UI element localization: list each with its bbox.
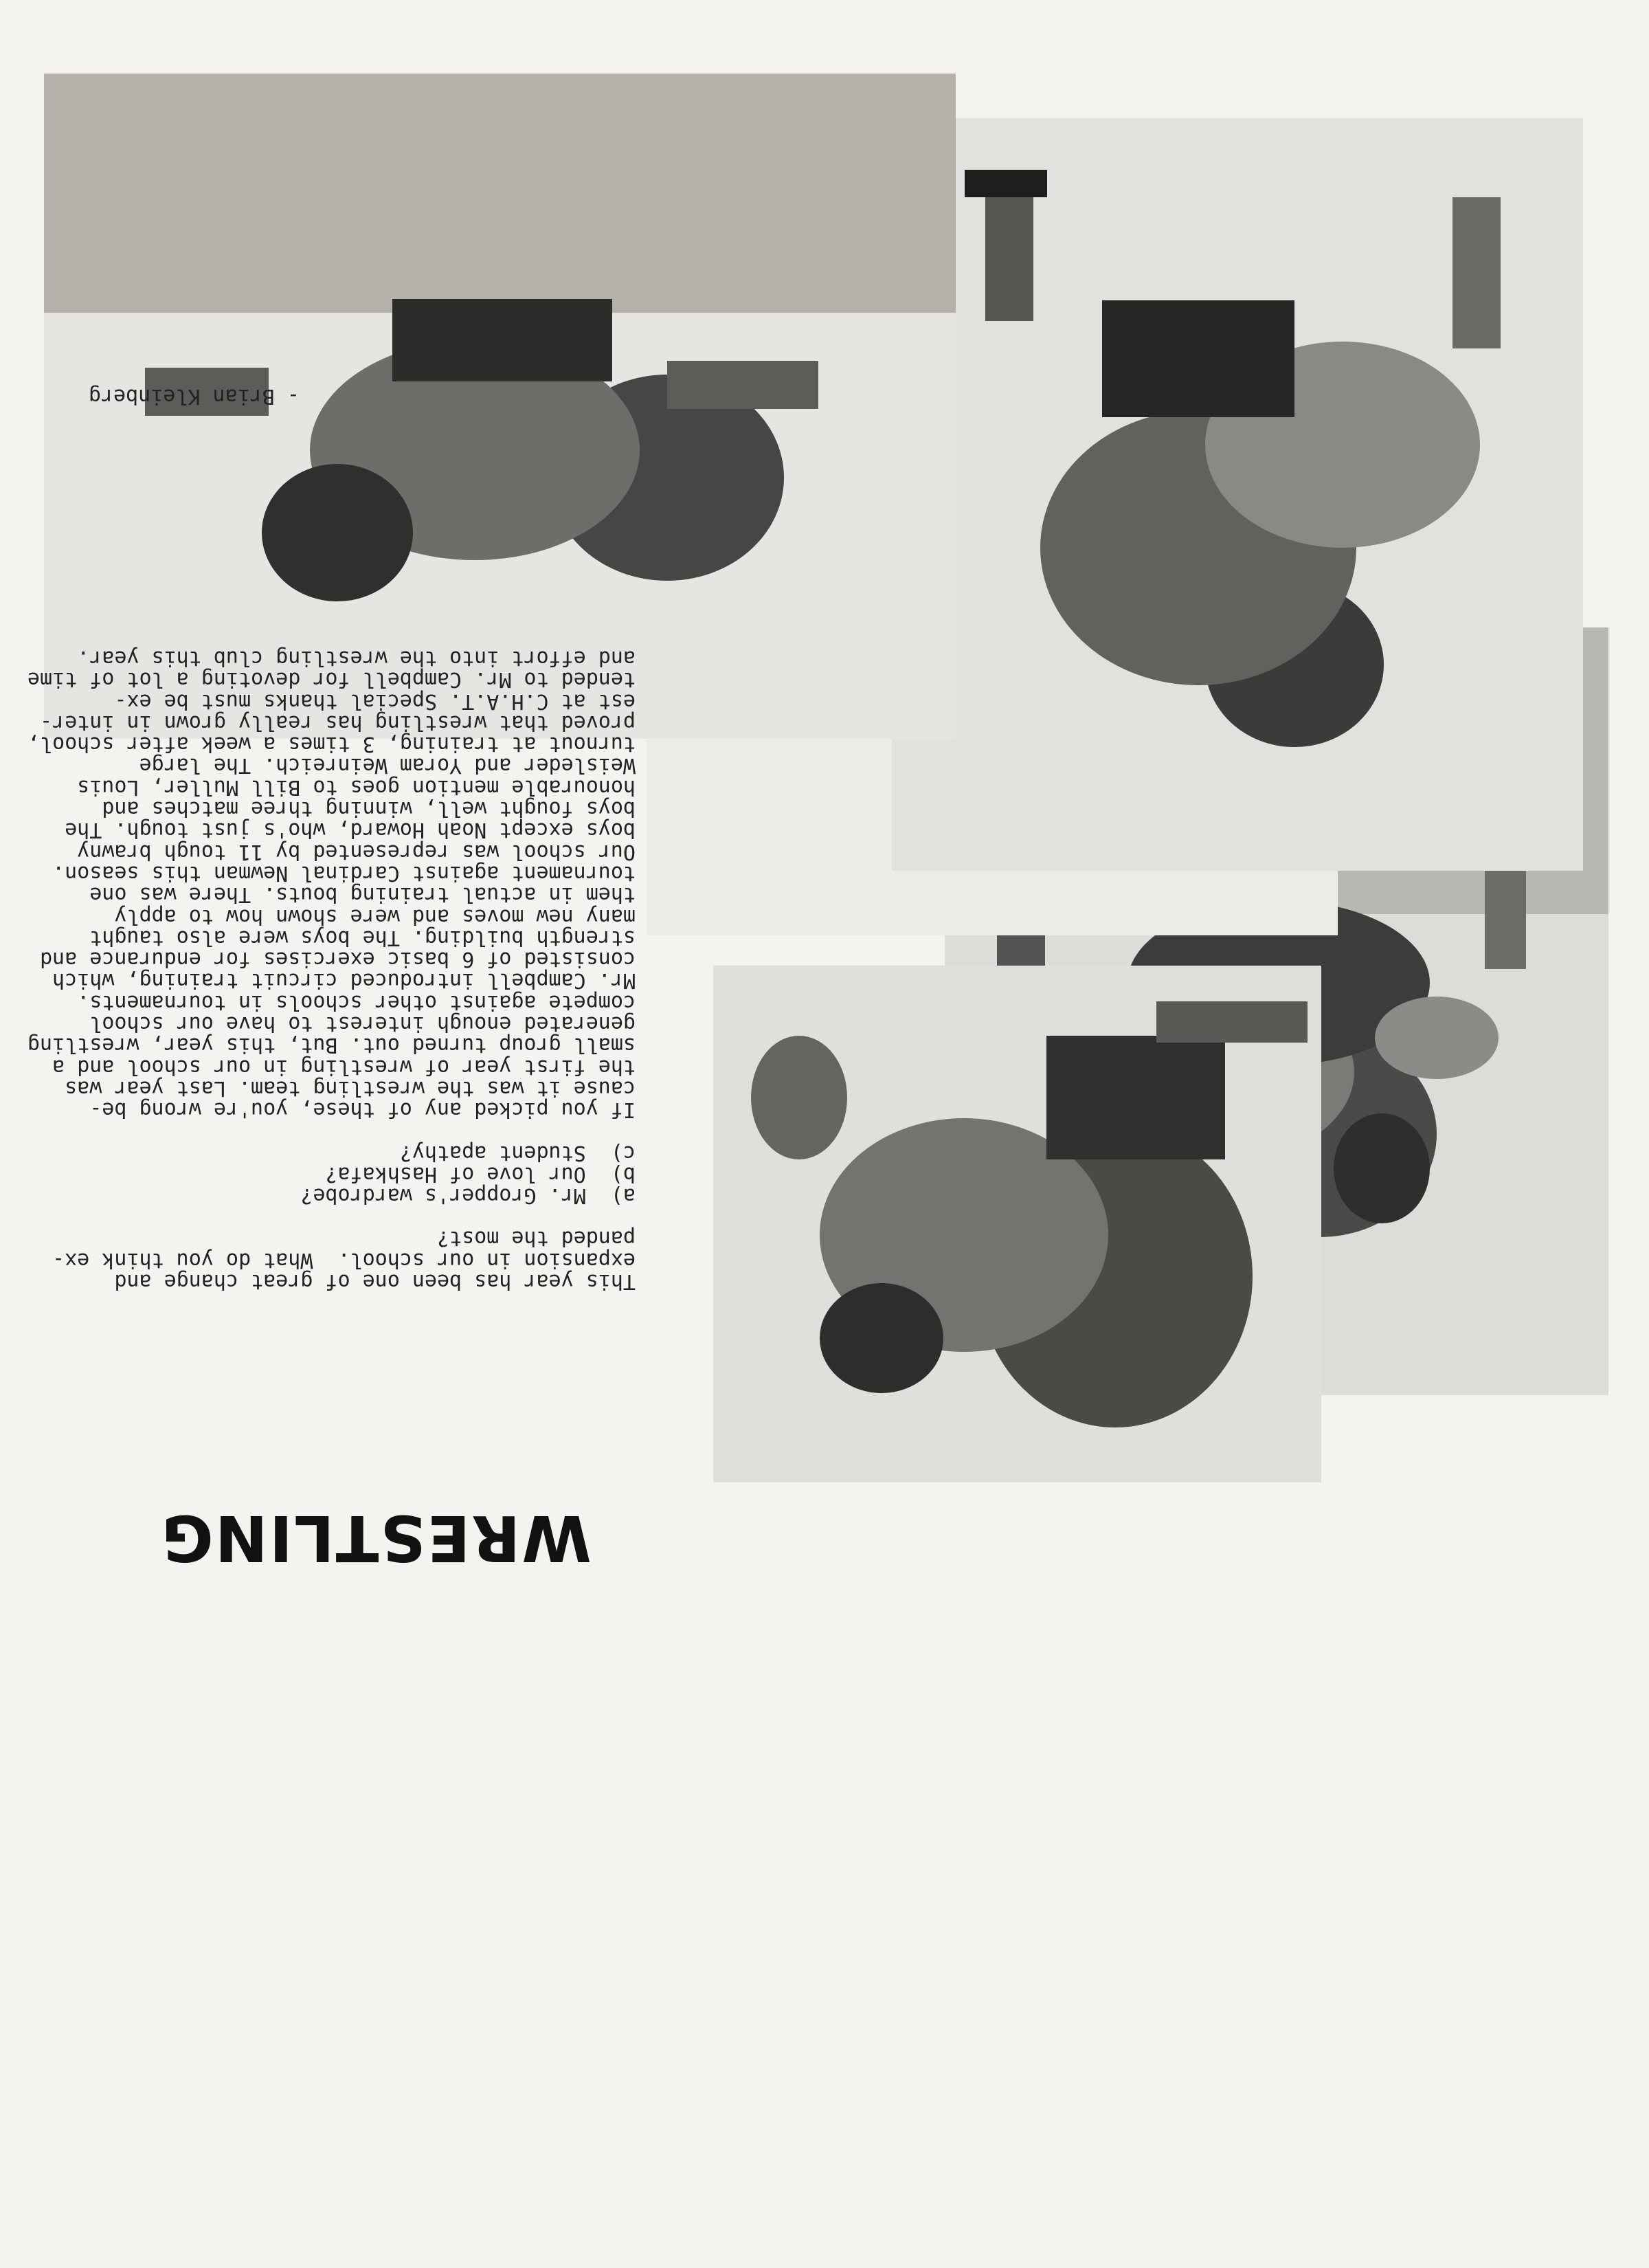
- article-line: compete against other schools in tournaments.: [77, 990, 636, 1014]
- article-line: boys except Noah Howard, who's just tough. The: [65, 818, 636, 843]
- article-line: cause it was the wrestling team. Last year was: [65, 1076, 636, 1100]
- article-line: honourable mention goes to Bill Muller, Louis: [77, 775, 636, 799]
- article-body: [10, 647, 636, 1121]
- article-line: strength building. The boys were also taught: [89, 925, 636, 950]
- article-line: proved that wrestling has really grown in inter-: [40, 710, 636, 735]
- article-line: and effort into the wrestling club this year.: [77, 645, 636, 670]
- article-line: Weisleder and Yoram Weinreich. The large: [139, 753, 636, 778]
- wrestling-photo-3-image: [713, 966, 1321, 1482]
- article-option: c) Student apathy?: [399, 1140, 636, 1165]
- article-line: consisted of 6 basic exercises for endurance and: [40, 947, 636, 972]
- article-signature: - Brian Kleinberg: [88, 384, 300, 408]
- article-line: generated enough interest to have our school: [89, 1012, 636, 1036]
- article-option: b) Our love of Hashkafa?: [325, 1161, 636, 1186]
- article-line: Our school was represented by 11 tough brawny: [77, 839, 636, 864]
- article-line: panded the most?: [437, 1226, 636, 1251]
- article-line: turnout at training, 3 times a week after school,: [27, 732, 636, 757]
- article-line: tended to Mr. Campbell for devoting a lot of time: [27, 667, 636, 692]
- article-line: boys fought well, winning three matches and: [102, 797, 636, 821]
- page-title: WRESTLING: [160, 1501, 592, 1575]
- article-line: This year has been one of great change and: [114, 1269, 636, 1293]
- article-line: many new moves and were shown how to apply: [114, 904, 636, 929]
- article-line: If you picked any of these, you're wrong be-: [89, 1098, 636, 1122]
- wrestling-photo-4-image: [892, 118, 1583, 871]
- article-line: expansion in our school. What do you think ex-: [52, 1247, 636, 1272]
- article-line: tournament against Cardinal Newman this season.: [52, 860, 636, 885]
- article-line: the first year of wrestling in our school and a: [52, 1054, 636, 1079]
- article-text: [10, 647, 636, 1292]
- article-line: Mr. Campbell introduced circuit training, which: [52, 968, 636, 993]
- wrestling-photo-3: [713, 966, 1321, 1482]
- article-intro: [10, 1227, 636, 1292]
- article-options-list: [10, 1142, 636, 1206]
- article-line: them in actual training bouts. There was one: [89, 882, 636, 907]
- article-line: est at C.H.A.T. Special thanks must be ex-: [114, 689, 636, 713]
- article-line: small group turned out. But, this year, wrestling: [27, 1033, 636, 1058]
- article-option: a) Mr. Gropper's wardrobe?: [300, 1183, 636, 1208]
- wrestling-photo-4: [892, 118, 1583, 871]
